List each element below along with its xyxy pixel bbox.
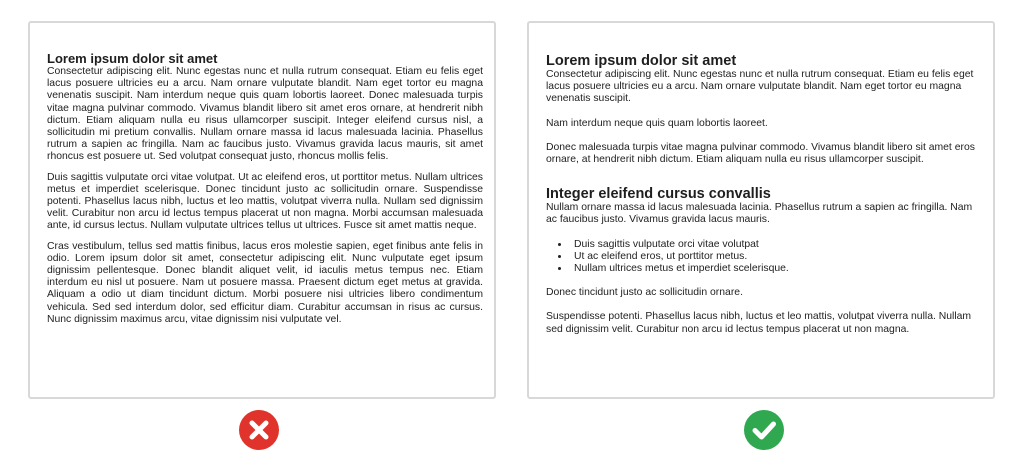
good-example-paragraph-4: Nullam ornare massa id lacus malesuada lacinia. Phasellus rutrum a sapien ac fringilla. Nam ac faucibus justo. Vivamus gravida lacus mauris. xyxy=(546,202,973,226)
good-example-panel xyxy=(527,21,995,399)
cross-icon xyxy=(239,410,279,450)
checkmark-icon xyxy=(744,410,784,450)
bad-example-heading: Lorem ipsum dolor sit amet xyxy=(47,51,218,66)
bad-example-paragraph-3: Cras vestibulum, tellus sed mattis finibus, lacus eros molestie sapien, eget finibus ante felis in odio. Lorem ipsum dolor sit amet, consectetur adipiscing elit. Nunc vulputate eget ipsum dignissim pellentesque. Donec blandit aliquet velit, id iaculis metus tempus nec. Etiam interdum eu nisl ut posuere. Nam ut posuere massa. Praesent dictum eget metus at gravida. Aliquam a odio ut diam tincidunt dictum. Morbi posuere nisi ultricies libero condimentum vehicula. Sed sed interdum dolor, sed efficitur diam. Curabitur accumsan in risus ac cursus. Nunc dignissim maximus arcu, vitae dignissim nisi vulputate vel. xyxy=(47,240,483,325)
bad-example-paragraph-1: Consectetur adipiscing elit. Nunc egestas nunc et nulla rutrum consequat. Etiam eu felis eget lacus posuere ultricies eu a arcu. Nam ornare vulputate blandit. Nam eget tortor eu magna venenatis suscipit. Nam interdum neque quis quam lobortis laoreet. Donec malesuada turpis vitae magna pulvinar commodo. Vivamus blandit libero sit amet eros ornare, at hendrerit nibh dictum. Etiam aliquam nulla eu risus ullamcorper suscipit. Integer eleifend cursus nisl, a sollicitudin mi pretium convallis. Nullam ornare massa id lacus malesuada lacinia. Phasellus rutrum a sapien ac fringilla. Nam ac faucibus justo. Vivamus gravida lacus mauris, sit amet rhoncus est posuere ut. Sed volutpat consequat justo, rhoncus mollis felis. xyxy=(47,66,483,163)
good-example-heading-2: Integer eleifend cursus convallis xyxy=(546,186,771,203)
good-example-heading-1: Lorem ipsum dolor sit amet xyxy=(546,53,737,69)
bullet-item: • Duis sagittis vulputate orci vitae volutpat xyxy=(570,239,982,251)
good-example-paragraph-3: Donec malesuada turpis vitae magna pulvinar commodo. Vivamus blandit libero sit amet eros ornare, at hendrerit nibh dictum. Etiam aliquam nulla eu risus ullamcorper suscipit. xyxy=(546,141,975,166)
good-example-bullet-list xyxy=(546,239,982,276)
bad-example-paragraph-2: Duis sagittis vulputate orci vitae volutpat. Ut ac eleifend eros, ut porttitor metus. Nullam ultrices metus et imperdiet scelerisque. Donec tincidunt justo ac sollicitudin ornare. Suspendisse potenti. Phasellus lacus nibh, luctus et leo mattis, volutpat viverra nulla. Nullam sed dignissim velit. Curabitur non arcu id lectus tempus placerat ut non magna. Morbi accumsan malesuada ante, id cursus lectus. Nullam vulputate ultrices tellus ut ultrices. Fusce sit amet mattis neque. xyxy=(47,171,483,232)
bullet-item: • Nullam ultrices metus et imperdiet scelerisque. xyxy=(570,263,982,275)
good-example-paragraph-5: Donec tincidunt justo ac sollicitudin ornare. xyxy=(546,287,743,299)
good-example-paragraph-6: Suspendisse potenti. Phasellus lacus nibh, luctus et leo mattis, volutpat viverra nulla. Nullam sed dignissim velit. Curabitur non arcu id lectus tempus placerat ut non magna. xyxy=(546,311,972,335)
good-example-paragraph-2: Nam interdum neque quis quam lobortis laoreet. xyxy=(546,117,768,129)
good-example-content xyxy=(546,53,982,348)
bad-example-content xyxy=(47,52,483,334)
bad-example-panel xyxy=(28,21,496,399)
bullet-item: • Ut ac eleifend eros, ut porttitor metus. xyxy=(570,251,982,263)
good-example-paragraph-1: Consectetur adipiscing elit. Nunc egestas nunc et nulla rutrum consequat. Etiam eu felis eget lacus posuere ultricies eu a arcu. Nam ornare vulputate blandit. Nam eget tortor eu magna venenatis suscipit. xyxy=(546,69,974,105)
